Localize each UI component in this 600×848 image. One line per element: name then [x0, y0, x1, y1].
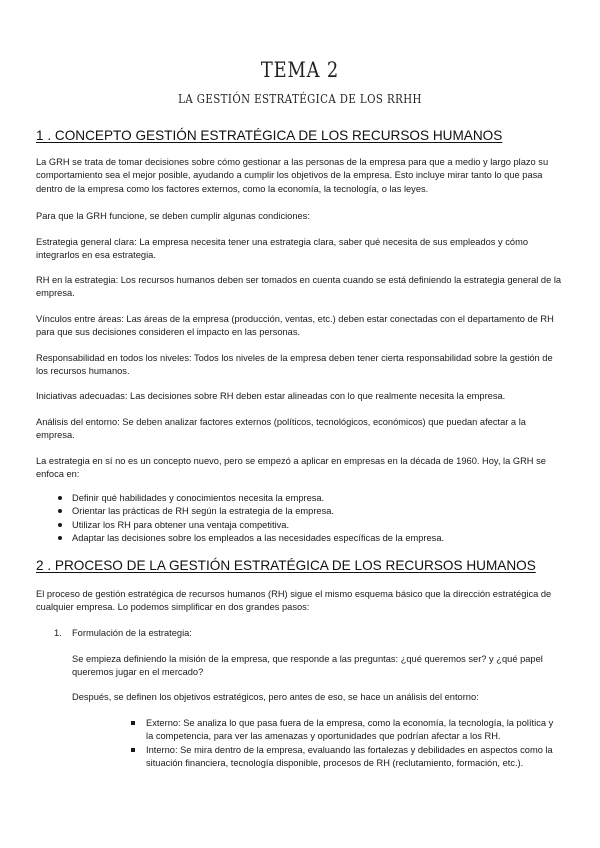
- section-1-heading: 1 . CONCEPTO GESTIÓN ESTRATÉGICA DE LOS RECURSOS HUMANOS: [36, 128, 503, 143]
- paragraph-objetivos: Después, se definen los objetivos estratégicos, pero antes de eso, se hace un análisis del entorno:: [72, 692, 479, 702]
- paragraph-estrategia-general: Estrategia general clara: La empresa necesita tener una estrategia clara, saber qué necesita de sus empleados y cómo integrarlos en esa estrategia.: [36, 237, 528, 261]
- step-1-number: 1.: [54, 628, 62, 638]
- paragraph-estrategia-historia: La estrategia en sí no es un concepto nuevo, pero se empezó a aplicar en empresas en la década de 1960. Hoy, la GRH se enfoca en:: [36, 456, 546, 480]
- paragraph-conditions-intro: Para que la GRH funcione, se deben cumplir algunas condiciones:: [36, 211, 310, 221]
- entorno-analysis-list: [128, 717, 558, 771]
- paragraph-responsabilidad: Responsabilidad en todos los niveles: Todos los niveles de la empresa deben tener cierta responsabilidad sobre la gestión de los recursos humanos.: [36, 353, 553, 377]
- list-item: Externo: Se analiza lo que pasa fuera de la empresa, como la economía, la tecnología, la política y la competencia, para ver las amenazas y oportunidades que podrían afectar a los RH.: [128, 717, 558, 744]
- list-item: Adaptar las decisiones sobre los empleados a las necesidades específicas de la empresa.: [54, 532, 554, 545]
- list-item: Orientar las prácticas de RH según la estrategia de la empresa.: [54, 505, 554, 518]
- bullet-icon: [58, 523, 62, 527]
- paragraph-iniciativas: Iniciativas adecuadas: Las decisiones sobre RH deben estar alineadas con lo que realmente necesita la empresa.: [36, 391, 506, 401]
- grh-focus-list: [54, 492, 554, 546]
- list-item: Interno: Se mira dentro de la empresa, evaluando las fortalezas y debilidades en aspectos como la situación financiera, tecnología disponible, procesos de RH (reclutamiento, formación, etc.).: [128, 744, 558, 771]
- paragraph-analisis-entorno: Análisis del entorno: Se deben analizar factores externos (políticos, tecnológicos, económicos) que puedan afectar a la empresa.: [36, 417, 526, 441]
- bullet-icon: [58, 536, 62, 540]
- document-title: TEMA 2: [260, 58, 340, 82]
- paragraph-rh-estrategia: RH en la estrategia: Los recursos humanos deben ser tomados en cuenta cuando se está definiendo la estrategia general de la empresa.: [36, 275, 562, 299]
- square-bullet-icon: [131, 721, 135, 725]
- document-subtitle: LA GESTIÓN ESTRATÉGICA DE LOS RRHH: [178, 92, 422, 106]
- list-item: Definir qué habilidades y conocimientos necesita la empresa.: [54, 492, 554, 505]
- section-2-heading: 2 . PROCESO DE LA GESTIÓN ESTRATÉGICA DE LOS RECURSOS HUMANOS: [36, 558, 536, 573]
- paragraph-mision: Se empieza definiendo la misión de la empresa, que responde a las preguntas: ¿qué queremos ser? y ¿qué papel queremos jugar en el mercado?: [72, 654, 543, 678]
- paragraph-grh-definition: La GRH se trata de tomar decisiones sobre cómo gestionar a las personas de la empresa para que a medio y largo plazo su comportamiento sea el mejor posible, ayudando a cumplir los objetivos de la empresa. Esto incluye mirar tanto lo que pasa dentro de la empresa como los factores externos, como la economía, la tecnología, o las leyes.: [36, 157, 549, 194]
- step-1-label: Formulación de la estrategia:: [72, 628, 192, 638]
- paragraph-proceso-intro: El proceso de gestión estratégica de recursos humanos (RH) sigue el mismo esquema básico que la dirección estratégica de cualquier empresa. Lo podemos simplificar en dos grandes pasos:: [36, 589, 552, 613]
- paragraph-vinculos: Vínculos entre áreas: Las áreas de la empresa (producción, ventas, etc.) deben estar conectadas con el departamento de RH para que sus decisiones consideren el impacto en las personas.: [36, 314, 554, 338]
- step-1-item: [54, 627, 192, 640]
- bullet-icon: [58, 496, 62, 500]
- list-item: Utilizar los RH para obtener una ventaja competitiva.: [54, 519, 554, 532]
- square-bullet-icon: [131, 748, 135, 752]
- bullet-icon: [58, 509, 62, 513]
